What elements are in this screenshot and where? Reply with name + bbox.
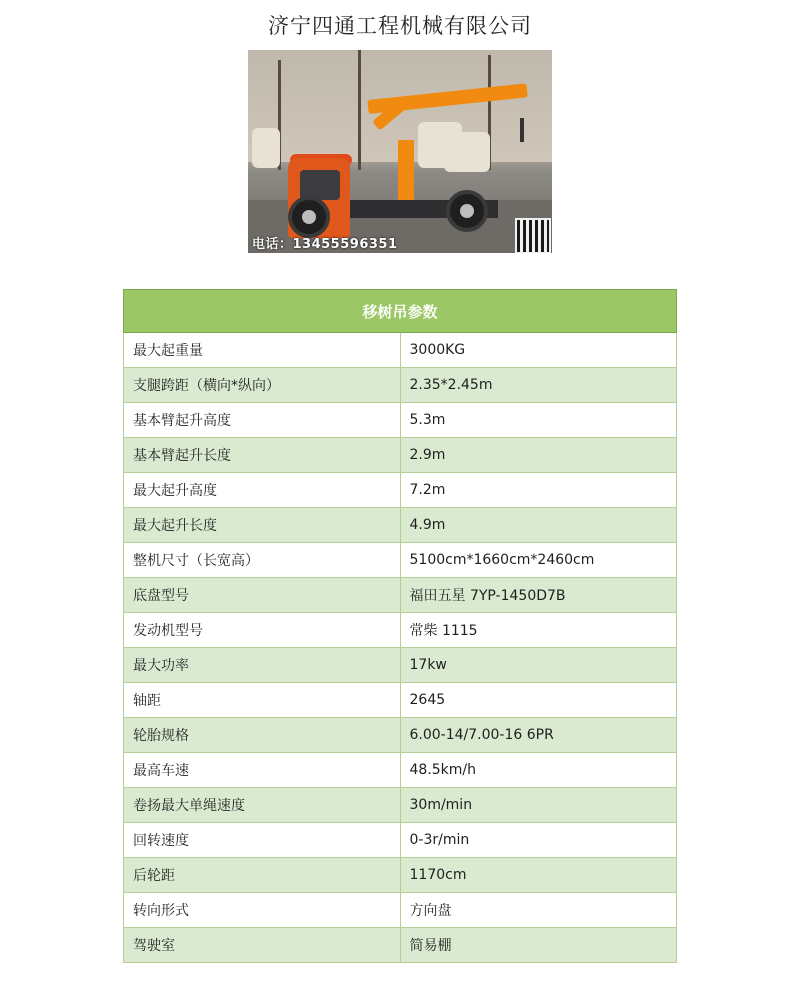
spec-value: 5100cm*1660cm*2460cm [400,543,677,578]
spec-value: 7.2m [400,473,677,508]
spec-label: 发动机型号 [124,613,401,648]
table-row [124,683,677,718]
table-row [124,333,677,368]
table-row [124,823,677,858]
spec-value: 6.00-14/7.00-16 6PR [400,718,677,753]
spec-label: 轴距 [124,683,401,718]
spec-value: 1170cm [400,858,677,893]
spec-label: 最大起重量 [124,333,401,368]
spec-value: 5.3m [400,403,677,438]
spec-value: 48.5km/h [400,753,677,788]
spec-label: 最高车速 [124,753,401,788]
spec-value: 0-3r/min [400,823,677,858]
table-row [124,928,677,963]
spec-label: 底盘型号 [124,578,401,613]
photo-bag [252,128,280,168]
front-wheel [288,196,330,238]
phone-watermark: 电话：13455596351 [252,237,398,252]
crane-hook [520,118,524,142]
spec-value: 30m/min [400,788,677,823]
spec-label: 基本臂起升长度 [124,438,401,473]
table-row [124,858,677,893]
table-row [124,438,677,473]
spec-label: 支腿跨距（横向*纵向） [124,368,401,403]
spec-value: 3000KG [400,333,677,368]
photo-tree [358,50,361,170]
spec-label: 基本臂起升高度 [124,403,401,438]
table-row [124,578,677,613]
spec-label: 最大起升高度 [124,473,401,508]
spec-value: 方向盘 [400,893,677,928]
table-header: 移树吊参数 [124,290,677,333]
spec-value: 17kw [400,648,677,683]
spec-value: 2.35*2.45m [400,368,677,403]
spec-label: 驾驶室 [124,928,401,963]
spec-table-body [124,333,677,963]
spec-value: 2645 [400,683,677,718]
spec-value: 简易棚 [400,928,677,963]
table-row [124,893,677,928]
table-row [124,718,677,753]
spec-label: 整机尺寸（长宽高） [124,543,401,578]
spec-label: 卷扬最大单绳速度 [124,788,401,823]
table-row [124,403,677,438]
table-row [124,753,677,788]
spec-value: 2.9m [400,438,677,473]
spec-label: 最大功率 [124,648,401,683]
table-row [124,648,677,683]
spec-table [123,289,677,963]
table-row [124,613,677,648]
spec-value: 常柴 1115 [400,613,677,648]
spec-label: 最大起升长度 [124,508,401,543]
table-row [124,788,677,823]
spec-value: 福田五星 7YP-1450D7B [400,578,677,613]
table-row [124,368,677,403]
spec-label: 轮胎规格 [124,718,401,753]
spec-label: 转向形式 [124,893,401,928]
spec-label: 回转速度 [124,823,401,858]
table-row [124,473,677,508]
qr-code-icon [515,218,551,253]
product-photo [248,50,552,253]
table-row [124,543,677,578]
spec-value: 4.9m [400,508,677,543]
table-row [124,508,677,543]
page-title: 济宁四通工程机械有限公司 [268,14,532,38]
photo-bag [444,132,490,172]
rear-wheel [446,190,488,232]
spec-label: 后轮距 [124,858,401,893]
